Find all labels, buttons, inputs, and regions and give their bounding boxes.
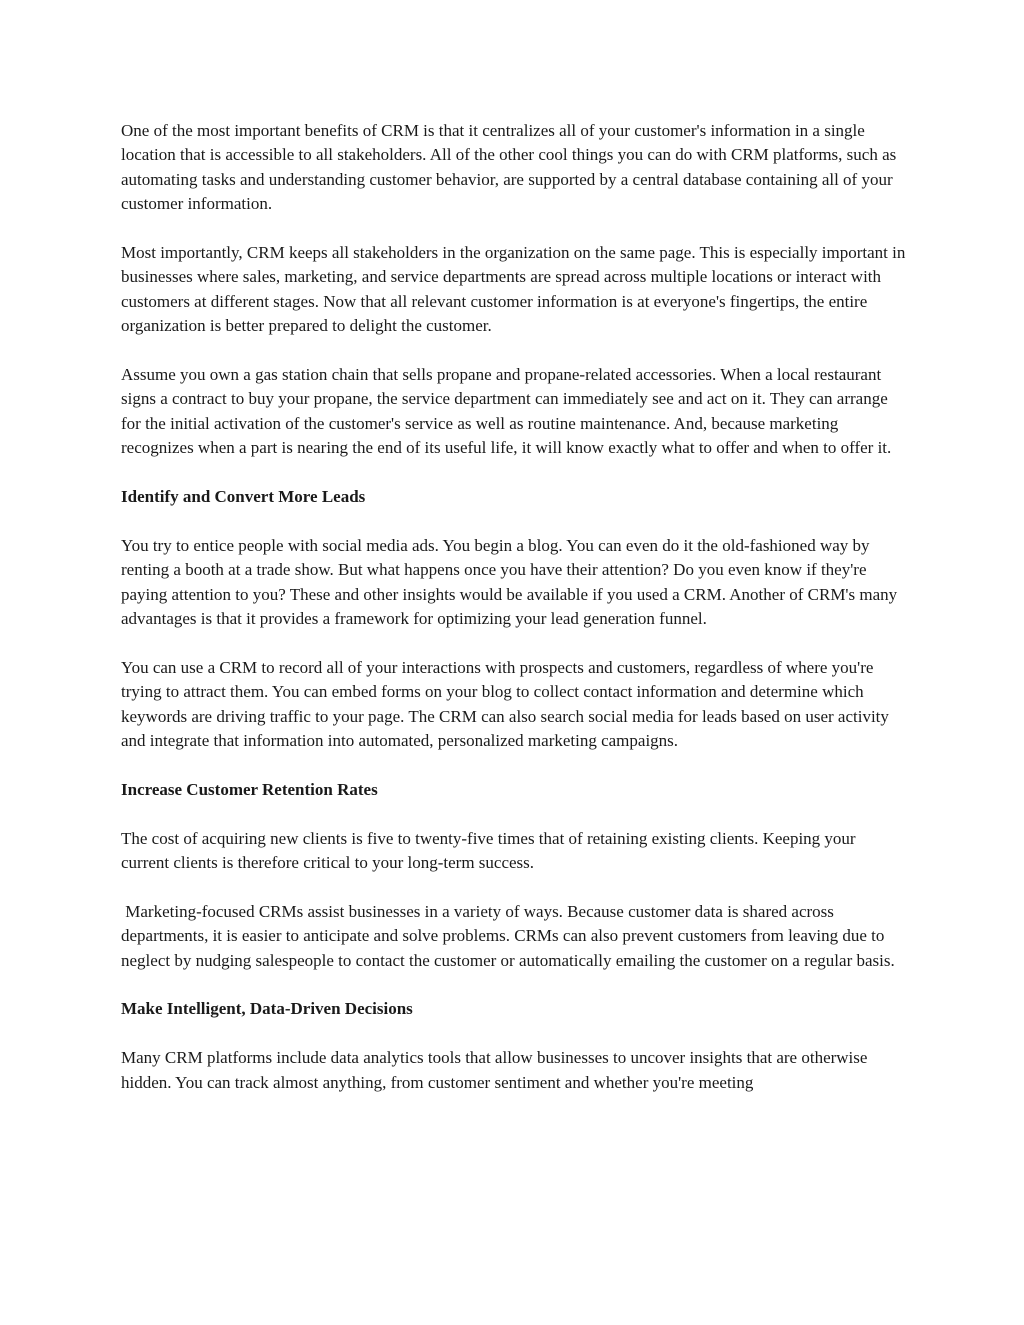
heading-identify-convert-leads: Identify and Convert More Leads bbox=[121, 487, 366, 507]
heading-data-driven-decisions: Make Intelligent, Data-Driven Decisions bbox=[121, 999, 413, 1019]
heading-customer-retention: Increase Customer Retention Rates bbox=[121, 779, 378, 799]
paragraph-marketing-focused-crms: Marketing-focused CRMs assist businesses in a variety of ways. Because customer data is shared across departments, it is easier to anticipate and solve problems. CRMs can also prevent customers from leaving due to neglect by nudging salespeople to contact the customer or automatically emailing the customer on a regular basis. bbox=[121, 901, 895, 970]
paragraph-same-page: Most importantly, CRM keeps all stakeholders in the organization on the same page. This is especially important in businesses where sales, marketing, and service departments are spread across multiple locations or interact with customers at different stages. Now that all relevant customer information is at everyone's fingertips, the entire organization is better prepared to delight the customer. bbox=[121, 243, 906, 336]
paragraph-acquisition-cost: The cost of acquiring new clients is five to twenty-five times that of retaining existing clients. Keeping your current clients is therefore critical to your long-term success. bbox=[121, 828, 856, 873]
paragraph-gas-station-example: Assume you own a gas station chain that sells propane and propane-related accessories. When a local restaurant signs a contract to buy your propane, the service department can immediately see and act on it. They can arrange for the initial activation of the customer's service as well as routine maintenance. And, because marketing recognizes when a part is nearing the end of its useful life, it will know exactly what to offer and when to offer it. bbox=[121, 365, 892, 458]
paragraph-social-media-ads: You try to entice people with social media ads. You begin a blog. You can even do it the old-fashioned way by renting a booth at a trade show. But what happens once you have their attention? Do you even know if they're paying attention to you? These and other insights would be available if you used a CRM. Another of CRM's many advantages is that it provides a framework for optimizing your lead generation funnel. bbox=[121, 535, 898, 629]
paragraph-record-interactions: You can use a CRM to record all of your interactions with prospects and customers, regardless of where you're trying to attract them. You can embed forms on your blog to collect contact information and determine which keywords are driving traffic to your page. The CRM can also search social media for leads based on user activity and integrate that information into automated, personalized marketing campaigns. bbox=[121, 657, 889, 751]
document-page bbox=[121, 119, 906, 1095]
paragraph-crm-centralizes-info: One of the most important benefits of CRM is that it centralizes all of your customer's information in a single location that is accessible to all stakeholders. All of the other cool things you can do with CRM platforms, such as automating tasks and understanding customer behavior, are supported by a central database containing all of your customer information. bbox=[121, 121, 897, 214]
paragraph-data-analytics: Many CRM platforms include data analytics tools that allow businesses to uncover insights that are otherwise hidden. You can track almost anything, from customer sentiment and whether you're meeting bbox=[121, 1048, 868, 1092]
